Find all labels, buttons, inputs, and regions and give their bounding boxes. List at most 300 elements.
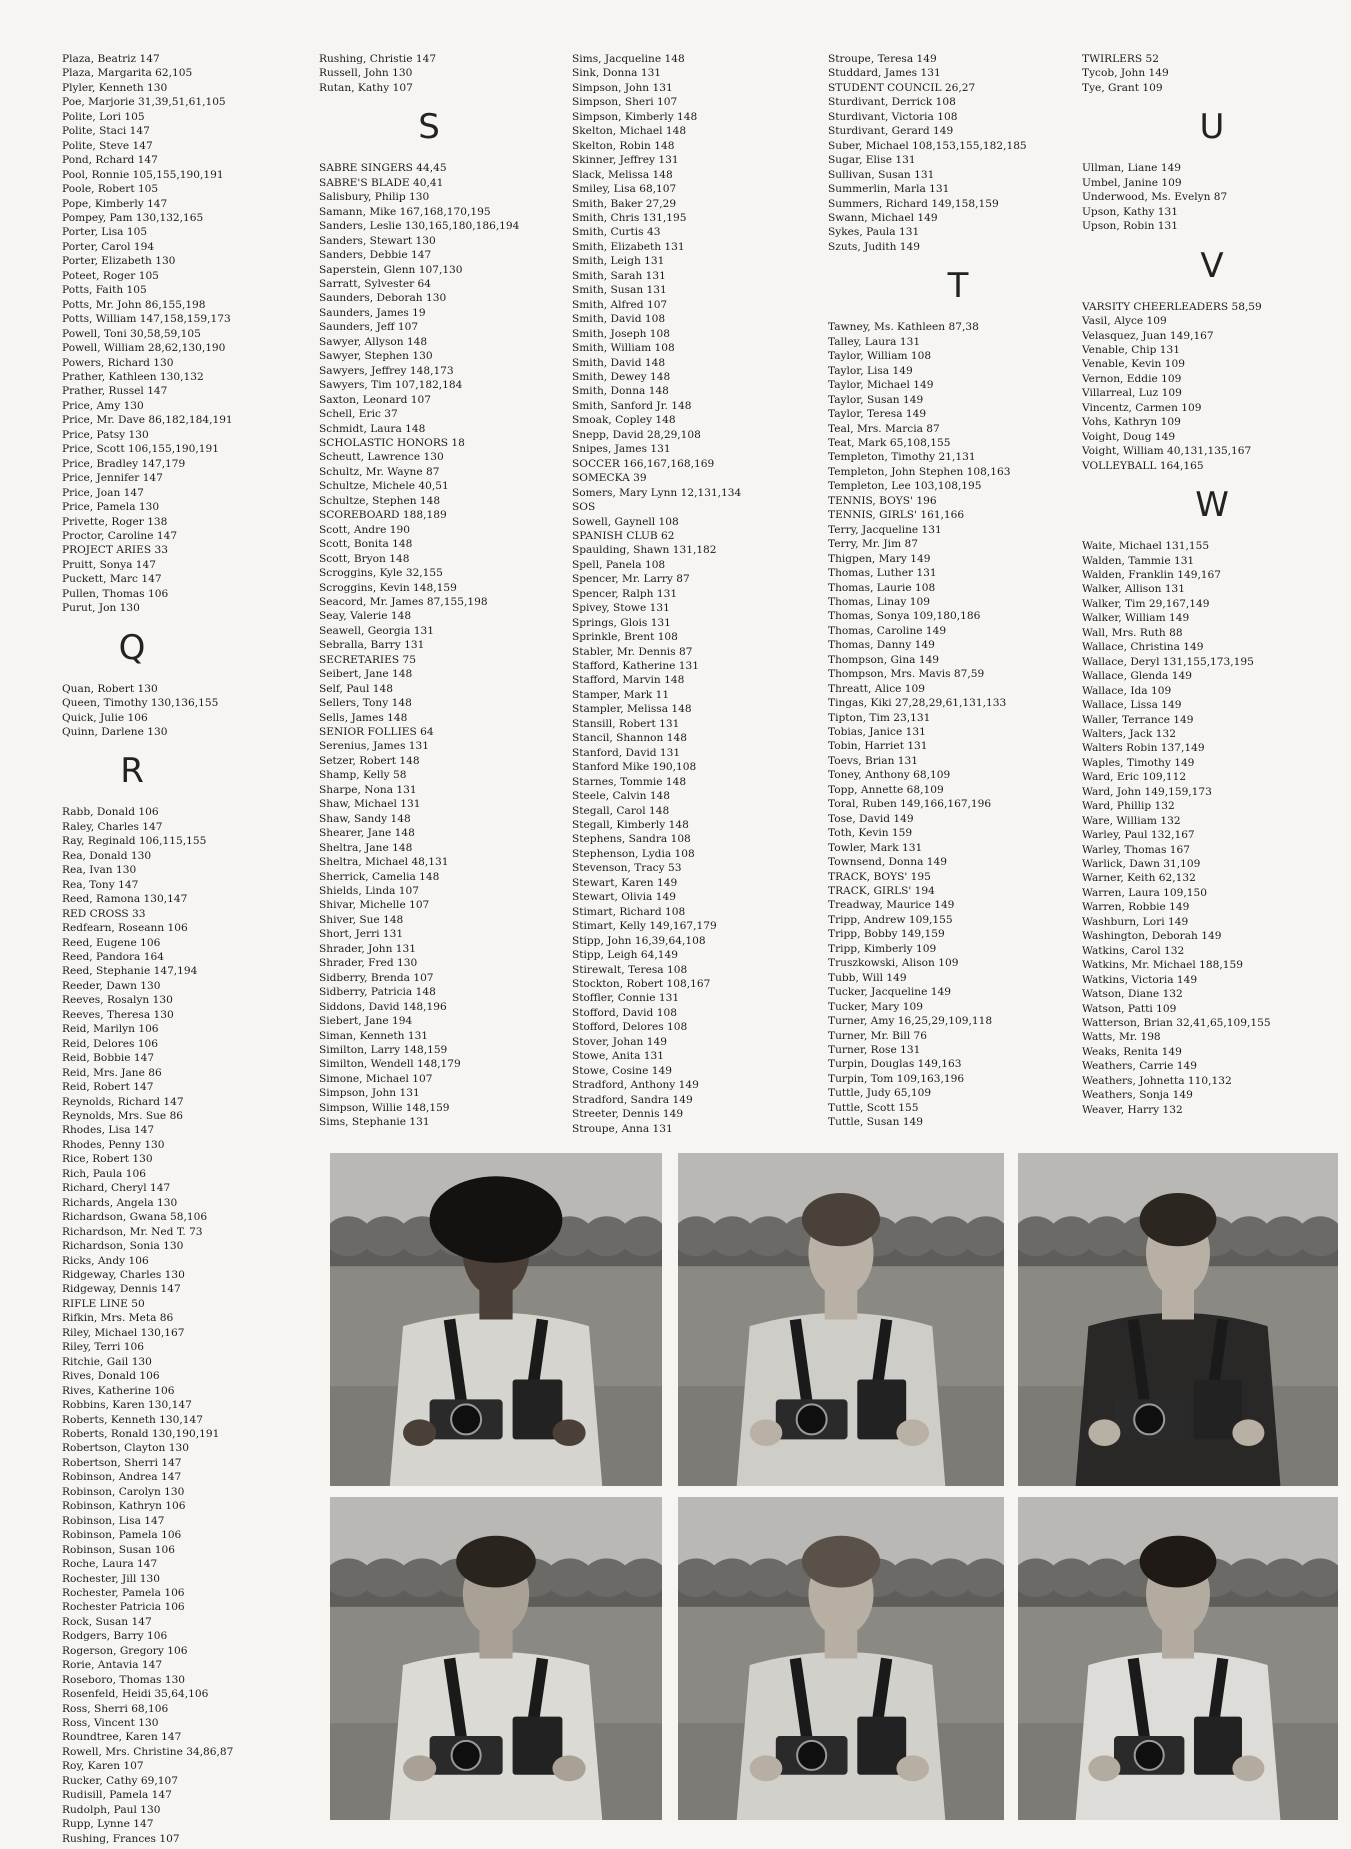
hand-right	[1232, 1755, 1264, 1781]
index-column-5	[1082, 52, 1271, 1117]
hair	[1140, 1193, 1217, 1246]
hand-left	[750, 1419, 783, 1446]
index-entry: Pond, Rchard 147	[62, 154, 158, 167]
index-entry: Stafford, Katherine 131	[572, 660, 700, 673]
index-entry: Seacord, Mr. James 87,155,198	[319, 595, 488, 608]
index-entry: Ward, Phillip 132	[1082, 800, 1175, 813]
index-entry: Warren, Laura 109,150	[1082, 886, 1207, 899]
index-entry: Ridgeway, Dennis 147	[62, 1283, 181, 1296]
index-entry: Stimart, Kelly 149,167,179	[572, 920, 717, 933]
index-entry: Upson, Kathy 131	[1082, 205, 1178, 218]
index-entry: Schultz, Mr. Wayne 87	[319, 465, 440, 478]
index-entry: Turner, Rose 131	[828, 1044, 921, 1056]
index-entry: Rives, Donald 106	[62, 1370, 160, 1383]
index-entry: Salisbury, Philip 130	[319, 191, 430, 204]
index-entry: Riley, Terri 106	[62, 1341, 144, 1354]
index-entry: Washington, Deborah 149	[1082, 930, 1222, 943]
index-entry: Voight, William 40,131,135,167	[1082, 445, 1252, 458]
index-entry: Stewart, Karen 149	[572, 876, 678, 889]
index-entry: Robbins, Karen 130,147	[62, 1399, 192, 1412]
index-entry: Potts, William 147,158,159,173	[62, 313, 231, 326]
index-entry: Saunders, Deborah 130	[319, 292, 447, 305]
index-column-3	[572, 52, 741, 1136]
index-entry: Price, Mr. Dave 86,182,184,191	[62, 414, 233, 427]
index-entry: Robinson, Andrea 147	[62, 1471, 182, 1484]
index-entry: Robertson, Clayton 130	[62, 1442, 189, 1455]
index-entry: Warren, Robbie 149	[1082, 901, 1190, 914]
index-entry: Reed, Pandora 164	[62, 951, 164, 964]
index-entry: Shaw, Sandy 148	[319, 812, 411, 825]
index-entry: Summers, Richard 149,158,159	[828, 197, 999, 210]
index-entry: Powell, William 28,62,130,190	[62, 342, 226, 355]
hand-right	[896, 1419, 929, 1446]
hair	[430, 1176, 563, 1263]
index-entry: Sawyers, Jeffrey 148,173	[319, 364, 454, 377]
index-entry: Scott, Andre 190	[319, 523, 410, 536]
index-entry: Waples, Timothy 149	[1082, 756, 1195, 769]
index-entry: Rowell, Mrs. Christine 34,86,87	[62, 1745, 234, 1758]
index-entry: Stradford, Sandra 149	[572, 1093, 693, 1106]
index-entry: Rosenfeld, Heidi 35,64,106	[62, 1688, 209, 1701]
index-entry: Spivey, Stowe 131	[572, 602, 670, 615]
index-entry: Sturdivant, Victoria 108	[828, 110, 958, 123]
index-entry: Watterson, Brian 32,41,65,109,155	[1082, 1017, 1271, 1030]
index-entry: Shrader, Fred 130	[319, 957, 418, 970]
index-entry: SABRE'S BLADE 40,41	[319, 176, 444, 189]
photo-photographer-4	[330, 1497, 662, 1820]
index-entry: Smith, Susan 131	[572, 284, 667, 297]
index-entry: VARSITY CHEERLEADERS 58,59	[1082, 300, 1262, 313]
index-entry: Templeton, Lee 103,108,195	[828, 480, 982, 493]
index-entry: Ross, Sherri 68,106	[62, 1702, 169, 1715]
index-entry: Rushing, Christie 147	[319, 53, 437, 65]
index-entry: Sawyer, Stephen 130	[319, 350, 433, 363]
index-entry: Sowell, Gaynell 108	[572, 515, 679, 528]
index-entry: Scheutt, Lawrence 130	[319, 451, 444, 464]
index-entry: Polite, Lori 105	[62, 110, 145, 123]
index-entry: Rodgers, Barry 106	[62, 1630, 168, 1643]
index-entry: Similton, Wendell 148,179	[319, 1058, 461, 1071]
index-entry: Slack, Melissa 148	[572, 168, 673, 181]
index-entry: Weaks, Renita 149	[1082, 1045, 1182, 1058]
index-entry: Pompey, Pam 130,132,165	[62, 211, 204, 224]
index-entry: Rochester, Jill 130	[62, 1572, 160, 1585]
index-entry: Sturdivant, Gerard 149	[828, 125, 954, 138]
index-entry: Stephenson, Lydia 108	[572, 847, 695, 860]
index-entry: Villarreal, Luz 109	[1082, 387, 1182, 400]
index-entry: Tucker, Mary 109	[828, 1000, 923, 1013]
index-entry: Tripp, Kimberly 109	[828, 942, 937, 955]
index-entry: Reeves, Theresa 130	[62, 1008, 174, 1021]
index-entry: Simpson, Willie 148,159	[319, 1101, 450, 1114]
index-column-4	[828, 52, 1027, 1130]
index-entry: SENIOR FOLLIES 64	[319, 726, 434, 739]
torso	[1076, 1313, 1281, 1486]
hair	[802, 1536, 880, 1588]
index-entry: Stofford, David 108	[572, 1006, 677, 1019]
index-entry: Walden, Tammie 131	[1082, 554, 1195, 567]
index-entry: Stanford, David 131	[572, 746, 681, 759]
index-entry: Seawell, Georgia 131	[319, 624, 434, 637]
index-entry: Wallace, Christina 149	[1082, 641, 1204, 654]
index-entry: Smith, Elizabeth 131	[572, 240, 685, 253]
index-entry: Wallace, Deryl 131,155,173,195	[1082, 655, 1254, 668]
index-entry: Vasil, Alyce 109	[1082, 315, 1167, 328]
index-entry: TRACK, BOYS' 195	[828, 870, 931, 883]
index-entry: Stipp, Leigh 64,149	[572, 949, 678, 962]
index-entry: Walker, Tim 29,167,149	[1082, 597, 1210, 610]
index-entry: Stephens, Sandra 108	[572, 833, 691, 846]
index-entry: TRACK, GIRLS' 194	[828, 885, 935, 898]
photo-photographer-2	[678, 1153, 1004, 1486]
index-entry: VOLLEYBALL 164,165	[1082, 459, 1204, 472]
index-entry: Treadway, Maurice 149	[828, 899, 955, 912]
index-entry: Venable, Chip 131	[1082, 343, 1180, 356]
index-entry: Stevenson, Tracy 53	[572, 862, 682, 875]
index-entry: Ricks, Andy 106	[62, 1254, 149, 1267]
index-entry: Smoak, Copley 148	[572, 414, 676, 427]
index-entry: Tye, Grant 109	[1082, 81, 1163, 94]
index-entry: Skinner, Jeffrey 131	[572, 154, 679, 167]
index-entry: SPANISH CLUB 62	[572, 529, 675, 542]
index-entry: Vincentz, Carmen 109	[1082, 401, 1202, 414]
index-entry: Richard, Cheryl 147	[62, 1182, 171, 1195]
index-entry: TWIRLERS 52	[1082, 53, 1159, 65]
index-entry: Robinson, Lisa 147	[62, 1514, 165, 1527]
index-entry: Privette, Roger 138	[62, 515, 168, 528]
index-entry: Suber, Michael 108,153,155,182,185	[828, 139, 1027, 152]
index-entry: Voight, Doug 149	[1082, 430, 1176, 443]
index-entry: Stansill, Robert 131	[572, 717, 680, 730]
index-entry: Robinson, Susan 106	[62, 1543, 175, 1556]
index-entry: Smith, Joseph 108	[572, 327, 671, 340]
index-entry: Stabler, Mr. Dennis 87	[572, 645, 693, 658]
index-entry: Thomas, Linay 109	[828, 595, 930, 608]
index-entry: Toth, Kevin 159	[828, 827, 913, 840]
index-entry: SECRETARIES 75	[319, 653, 416, 666]
index-entry: Reynolds, Mrs. Sue 86	[62, 1110, 184, 1122]
index-entry: Vohs, Kathryn 109	[1082, 416, 1181, 429]
index-entry: Rhodes, Penny 130	[62, 1138, 165, 1151]
index-entry: Purut, Jon 130	[62, 602, 140, 615]
index-entry: Studdard, James 131	[828, 67, 941, 80]
index-entry: Sykes, Paula 131	[828, 226, 920, 239]
index-entry: Richardson, Sonia 130	[62, 1240, 184, 1253]
index-entry: Rorie, Antavia 147	[62, 1659, 163, 1672]
index-entry: Walters Robin 137,149	[1082, 742, 1205, 755]
index-entry: Poole, Robert 105	[62, 183, 159, 196]
index-entry: Ward, Eric 109,112	[1082, 771, 1187, 784]
index-entry: Sherrick, Camelia 148	[319, 870, 440, 883]
index-entry: Reynolds, Richard 147	[62, 1095, 184, 1108]
index-entry: Raley, Charles 147	[62, 820, 163, 833]
index-entry: Thompson, Mrs. Mavis 87,59	[828, 668, 985, 681]
index-entry: Watson, Diane 132	[1082, 988, 1183, 1001]
index-entry: Tucker, Jacqueline 149	[828, 986, 951, 999]
index-entry: Tobin, Harriet 131	[828, 740, 928, 753]
index-entry: Short, Jerri 131	[319, 928, 404, 941]
index-entry: Saunders, James 19	[319, 306, 426, 319]
index-entry: Ward, John 149,159,173	[1082, 785, 1212, 798]
index-entry: Walden, Franklin 149,167	[1082, 568, 1222, 581]
index-entry: Sims, Jacqueline 148	[572, 53, 685, 65]
index-entry: Sheltra, Jane 148	[319, 841, 413, 854]
index-entry: Watson, Patti 109	[1082, 1002, 1177, 1015]
index-entry: Toevs, Brian 131	[828, 754, 919, 767]
section-letter: W	[1195, 485, 1229, 526]
index-entry: Stamper, Mark 11	[572, 688, 670, 701]
index-entry: Warner, Keith 62,132	[1082, 872, 1196, 885]
index-entry: Taylor, Michael 149	[828, 379, 934, 392]
index-entry: Taylor, William 108	[828, 350, 932, 363]
index-entry: Templeton, John Stephen 108,163	[828, 465, 1011, 478]
index-entry: Ritchie, Gail 130	[62, 1355, 152, 1368]
index-entry: Similton, Larry 148,159	[319, 1044, 448, 1056]
index-entry: Rupp, Lynne 147	[62, 1818, 154, 1831]
index-entry: Truszkowski, Alison 109	[828, 957, 959, 970]
index-entry: Wallace, Glenda 149	[1082, 670, 1192, 683]
index-entry: Wallace, Lissa 149	[1082, 699, 1182, 712]
index-entry: Turner, Amy 16,25,29,109,118	[828, 1015, 993, 1028]
hand-right	[896, 1755, 929, 1781]
index-entry: TENNIS, GIRLS' 161,166	[828, 509, 965, 522]
index-entry: Pool, Ronnie 105,155,190,191	[62, 168, 224, 181]
index-entry: Pruitt, Sonya 147	[62, 558, 156, 571]
index-entry: Russell, John 130	[319, 67, 413, 80]
index-entry: Summerlin, Marla 131	[828, 183, 950, 196]
index-entry: Stroupe, Anna 131	[572, 1122, 673, 1135]
index-entry: Springs, Glois 131	[572, 616, 671, 629]
index-entry: Price, Joan 147	[62, 486, 144, 499]
index-entry: Scott, Bonita 148	[319, 538, 413, 551]
camera-lens	[1134, 1404, 1164, 1434]
index-entry: Roy, Karen 107	[62, 1760, 144, 1773]
index-entry: Schultze, Stephen 148	[319, 494, 441, 507]
index-entry: Stipp, John 16,39,64,108	[572, 934, 706, 947]
index-entry: Watkins, Carol 132	[1082, 944, 1185, 957]
index-column-1	[62, 52, 233, 1846]
index-entry: Velasquez, Juan 149,167	[1082, 329, 1214, 342]
index-entry: Smith, David 108	[572, 313, 666, 326]
index-entry: Porter, Lisa 105	[62, 226, 148, 239]
index-entry: Smith, Dewey 148	[572, 370, 671, 383]
hair	[456, 1536, 536, 1588]
photo-photographer-5	[678, 1497, 1004, 1820]
index-entry: Roseboro, Thomas 130	[62, 1673, 186, 1686]
index-entry: Rushing, Frances 107	[62, 1832, 180, 1845]
index-entry: Rogerson, Gregory 106	[62, 1644, 188, 1657]
index-entry: Towler, Mark 131	[828, 841, 923, 854]
index-entry: Warley, Thomas 167	[1082, 843, 1190, 856]
index-entry: Riley, Michael 130,167	[62, 1326, 185, 1339]
index-entry: Watkins, Mr. Michael 188,159	[1082, 959, 1243, 972]
index-entry: Setzer, Robert 148	[319, 754, 420, 767]
camera-lens	[451, 1404, 481, 1434]
section-letter: Q	[118, 627, 146, 668]
index-entry: SOS	[572, 501, 596, 514]
index-entry: Smith, William 108	[572, 342, 675, 355]
index-entry: Turpin, Tom 109,163,196	[828, 1072, 965, 1085]
index-entry: Rea, Tony 147	[62, 878, 139, 891]
index-entry: Sanders, Leslie 130,165,180,186,194	[319, 220, 520, 233]
index-entry: Smith, Baker 27,29	[572, 197, 677, 210]
index-entry: Sawyers, Tim 107,182,184	[319, 379, 463, 392]
index-entry: Rabb, Donald 106	[62, 806, 159, 819]
index-entry: Rifkin, Mrs. Meta 86	[62, 1312, 174, 1325]
index-entry: Venable, Kevin 109	[1082, 358, 1185, 371]
index-entry: Somers, Mary Lynn 12,131,134	[572, 486, 742, 499]
index-entry: Queen, Timothy 130,136,155	[62, 697, 219, 710]
index-column-2	[319, 52, 519, 1130]
index-entry: Sidberry, Patricia 148	[319, 986, 436, 999]
index-entry: Ross, Vincent 130	[62, 1717, 159, 1730]
index-entry: Siman, Kenneth 131	[319, 1029, 429, 1042]
index-entry: Sawyer, Allyson 148	[319, 335, 428, 348]
photo-photographer-6	[1018, 1497, 1338, 1820]
index-entry: Stradford, Anthony 149	[572, 1079, 699, 1092]
index-entry: Weathers, Carrie 149	[1082, 1060, 1197, 1073]
index-entry: Templeton, Timothy 21,131	[828, 451, 976, 464]
index-entry: Price, Scott 106,155,190,191	[62, 443, 219, 456]
index-entry: Proctor, Caroline 147	[62, 529, 178, 542]
index-entry: Waller, Terrance 149	[1082, 713, 1194, 726]
index-entry: RIFLE LINE 50	[62, 1297, 145, 1310]
index-entry: STUDENT COUNCIL 26,27	[828, 81, 976, 94]
index-entry: Scott, Bryon 148	[319, 552, 410, 565]
index-entry: Saxton, Leonard 107	[319, 393, 431, 406]
index-entry: Terry, Mr. Jim 87	[828, 538, 918, 551]
index-entry: Rochester Patricia 106	[62, 1601, 185, 1614]
index-entry: Reeves, Rosalyn 130	[62, 994, 173, 1007]
index-entry: Reeder, Dawn 130	[62, 979, 161, 992]
index-entry: Snipes, James 131	[572, 443, 671, 456]
index-entry: Robinson, Kathryn 106	[62, 1500, 186, 1513]
index-entry: Thompson, Gina 149	[828, 653, 940, 666]
index-entry: Stimart, Richard 108	[572, 905, 686, 918]
index-entry: Smith, Sarah 131	[572, 269, 666, 282]
section-letter: R	[120, 751, 144, 792]
index-entry: Warley, Paul 132,167	[1082, 829, 1195, 842]
hand-left	[403, 1755, 436, 1781]
index-entry: Reid, Marilyn 106	[62, 1023, 159, 1036]
index-entry: Schmidt, Laura 148	[319, 422, 426, 435]
index-entry: Sanders, Stewart 130	[319, 234, 436, 247]
index-entry: Stanford Mike 190,108	[572, 761, 697, 774]
index-entry: Plyler, Kenneth 130	[62, 81, 168, 94]
index-entry: Poe, Marjorie 31,39,51,61,105	[62, 96, 226, 109]
index-entry: Thomas, Laurie 108	[828, 581, 936, 594]
index-entry: Seibert, Jane 148	[319, 668, 413, 681]
index-entry: Rucker, Cathy 69,107	[62, 1774, 178, 1787]
index-entry: Smith, Curtis 43	[572, 226, 661, 239]
index-entry: Taylor, Susan 149	[828, 393, 924, 406]
index-entry: Tuttle, Judy 65,109	[828, 1087, 932, 1100]
index-entry: Sellers, Tony 148	[319, 697, 412, 710]
index-entry: Terry, Jacqueline 131	[828, 523, 942, 536]
index-entry: Sheltra, Michael 48,131	[319, 856, 449, 869]
section-letter: T	[947, 266, 969, 307]
index-entry: Taylor, Lisa 149	[828, 364, 913, 377]
index-entry: Saunders, Jeff 107	[319, 321, 419, 334]
camera-lens	[452, 1741, 481, 1770]
index-entry: Walters, Jack 132	[1082, 727, 1176, 740]
index-entry: Wall, Mrs. Ruth 88	[1082, 626, 1183, 639]
index-entry: Stofford, Delores 108	[572, 1021, 688, 1034]
index-entry: Sink, Donna 131	[572, 67, 662, 80]
index-entry: Sebralla, Barry 131	[319, 639, 425, 652]
index-entry: Seay, Valerie 148	[319, 610, 412, 623]
index-entry: Townsend, Donna 149	[828, 856, 947, 869]
hair	[802, 1193, 880, 1246]
index-entry: Underwood, Ms. Evelyn 87	[1082, 191, 1228, 204]
index-entry: Stowe, Anita 131	[572, 1050, 664, 1063]
index-entry: Streeter, Dennis 149	[572, 1108, 684, 1121]
hand-left	[1088, 1755, 1120, 1781]
index-entry: Weathers, Sonja 149	[1082, 1089, 1193, 1102]
index-entry: Rives, Katherine 106	[62, 1384, 175, 1397]
index-entry: Rudolph, Paul 130	[62, 1803, 161, 1816]
index-entry: Smith, Leigh 131	[572, 255, 665, 268]
index-entry: Sugar, Elise 131	[828, 154, 916, 167]
index-entry: Swann, Michael 149	[828, 211, 938, 224]
index-entry: Upson, Robin 131	[1082, 220, 1179, 233]
index-entry: Stirewalt, Teresa 108	[572, 963, 688, 976]
index-entry: Potts, Mr. John 86,155,198	[62, 298, 206, 311]
index-entry: Weathers, Johnetta 110,132	[1082, 1074, 1232, 1087]
index-entry: Vernon, Eddie 109	[1082, 372, 1182, 385]
index-entry: Samann, Mike 167,168,170,195	[319, 205, 491, 218]
index-entry: Quinn, Darlene 130	[62, 726, 168, 739]
index-entry: TENNIS, BOYS' 196	[828, 494, 937, 507]
index-entry: Wallace, Ida 109	[1082, 684, 1172, 697]
index-entry: Talley, Laura 131	[828, 335, 921, 348]
index-entry: Price, Amy 130	[62, 399, 144, 412]
index-entry: Smith, Alfred 107	[572, 298, 668, 311]
index-entry: SCOREBOARD 188,189	[319, 509, 447, 522]
camera-lens	[797, 1741, 826, 1770]
index-entry: Schultze, Michele 40,51	[319, 480, 449, 493]
index-entry: Schell, Eric 37	[319, 408, 398, 421]
index-entry: Roberts, Kenneth 130,147	[62, 1413, 203, 1426]
index-entry: Prather, Kathleen 130,132	[62, 370, 204, 383]
index-entry: Steele, Calvin 148	[572, 790, 671, 803]
index-entry: Tubb, Will 149	[828, 971, 907, 984]
index-entry: Polite, Steve 147	[62, 139, 153, 152]
index-entry: PROJECT ARIES 33	[62, 544, 168, 557]
index-entry: Topp, Annette 68,109	[828, 783, 944, 796]
index-entry: Sells, James 148	[319, 711, 408, 724]
hair	[1140, 1536, 1217, 1588]
index-entry: Prather, Russel 147	[62, 385, 168, 398]
index-entry: Plaza, Margarita 62,105	[62, 67, 193, 80]
index-entry: Smiley, Lisa 68,107	[572, 183, 677, 196]
index-entry: Rock, Susan 147	[62, 1615, 152, 1628]
index-entry: Stewart, Olivia 149	[572, 891, 676, 904]
hand-right	[1232, 1419, 1264, 1446]
index-entry: Tripp, Bobby 149,159	[828, 928, 945, 941]
index-entry: Price, Patsy 130	[62, 428, 149, 441]
index-entry: Tuttle, Susan 149	[828, 1116, 924, 1129]
index-entry: Shivar, Michelle 107	[319, 899, 430, 912]
index-entry: Simpson, John 131	[319, 1087, 420, 1100]
camera-lens	[1135, 1741, 1164, 1770]
index-entry: Reed, Stephanie 147,194	[62, 965, 198, 978]
index-entry: Sharpe, Nona 131	[319, 783, 417, 796]
section-letter: U	[1199, 107, 1225, 148]
torso	[390, 1313, 602, 1486]
index-entry: Threatt, Alice 109	[828, 682, 926, 695]
index-entry: Watkins, Victoria 149	[1082, 973, 1198, 986]
